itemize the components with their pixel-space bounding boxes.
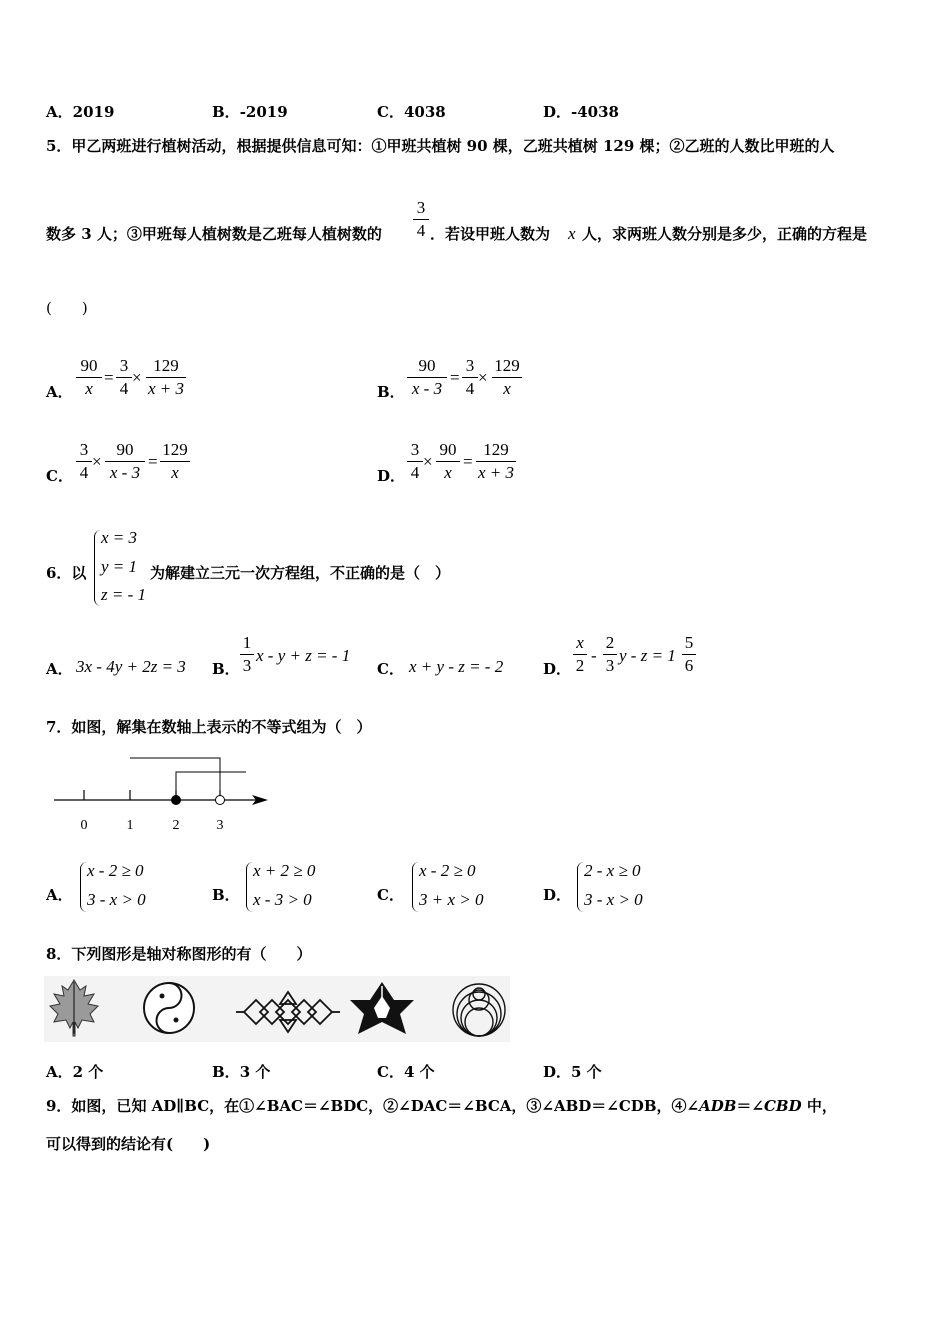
q6-label-d: D． <box>543 660 572 678</box>
q6d-mid: y - z = 1 <box>619 646 676 665</box>
q7b-line2: x - 3 > 0 <box>253 890 312 909</box>
q4-option-d: D．-4038 <box>543 103 619 121</box>
range-line-left <box>130 758 220 796</box>
q5b-times: × <box>478 368 488 387</box>
figures-background <box>44 976 510 1042</box>
q5-line1: 5．甲乙两班进行植树活动，根据提供信息可知：①甲班共植树 90 棵，乙班共植树 129 棵；②乙班的人数比甲班的人 <box>46 137 835 155</box>
tick-label-2: 2 <box>172 818 180 833</box>
q7-label-d: D． <box>543 886 572 904</box>
q6-number: 6．以 <box>46 564 87 582</box>
q6-question-text: 为解建立三元一次方程组，不正确的是（ ） <box>150 564 451 582</box>
q6b-frac: 1 3 <box>240 633 254 676</box>
q7a-line1: x - 2 ≥ 0 <box>87 861 144 880</box>
q5-var-x: x <box>568 224 576 243</box>
q5c-frac1: 3 4 <box>76 440 92 483</box>
q5b-frac1: 90 x - 3 <box>407 356 447 399</box>
q5c-frac3: 129 x <box>160 440 190 483</box>
q4-option-a: A．2019 <box>46 103 115 121</box>
q6d-minus: - <box>591 646 597 665</box>
q8-option-d: D．5 个 <box>543 1063 602 1081</box>
q5d-frac2: 90 x <box>436 440 460 483</box>
q9-line2: 可以得到的结论有( ) <box>46 1135 211 1153</box>
q5c-times: × <box>92 452 102 471</box>
q5a-frac3: 129 x + 3 <box>147 356 185 398</box>
q6d-frac2: 2 3 <box>603 633 617 676</box>
q5-label-a: A． <box>46 383 73 401</box>
q8-option-b: B．3 个 <box>212 1063 271 1081</box>
q5a-frac1: 90 x <box>76 356 102 399</box>
q7d-line2: 3 - x > 0 <box>584 890 643 909</box>
q7d-brace <box>577 862 584 912</box>
q5-label-b: B． <box>377 383 405 401</box>
closed-dot-2 <box>172 796 181 805</box>
q6-brace <box>94 530 101 606</box>
q8-option-a: A．2 个 <box>46 1063 104 1081</box>
q6-sys-z: z = - 1 <box>101 585 146 604</box>
q5b-frac2: 3 4 <box>462 356 478 399</box>
q5d-times: × <box>423 452 433 471</box>
q6d-frac1: x 2 <box>573 633 587 676</box>
q5-line2a: 数多 3 人；③甲班每人植树数是乙班每人植树数的 <box>46 225 382 243</box>
q5d-frac1: 3 4 <box>407 440 423 483</box>
q5b-eq: = <box>450 368 460 387</box>
tick-label-3: 3 <box>216 818 224 833</box>
q7-question: 7．如图，解集在数轴上表示的不等式组为（ ） <box>46 718 372 736</box>
q5a-times: × <box>132 368 142 387</box>
tick-label-1: 1 <box>126 818 134 833</box>
q5d-frac3: 129 x + 3 <box>477 440 515 482</box>
q5-line2b: ．若设甲班人数为 <box>430 225 551 243</box>
q6-option-a: 3x - 4y + 2z = 3 <box>76 657 186 676</box>
q7c-line1: x - 2 ≥ 0 <box>419 861 476 880</box>
q5-label-d: D． <box>377 467 406 485</box>
q5-line2c: 人，求两班人数分别是多少，正确的方程是 <box>582 225 868 243</box>
q7a-brace <box>80 862 87 912</box>
q9-line1: 9．如图，已知 AD∥BC，在①∠BAC＝∠BDC，②∠DAC＝∠BCA，③∠ABD＝∠CDB，④∠ADB＝∠CBD 中， <box>46 1097 837 1115</box>
q6d-frac3: 5 6 <box>682 633 696 676</box>
q4-option-b: B．-2019 <box>212 103 288 121</box>
q7-label-a: A． <box>46 886 73 904</box>
q5b-frac3: 129 x <box>492 356 522 399</box>
q7a-line2: 3 - x > 0 <box>87 890 146 909</box>
q5d-eq: = <box>463 452 473 471</box>
symmetry-figures <box>44 976 510 1042</box>
q8-question: 8．下列图形是轴对称图形的有（ ） <box>46 945 312 963</box>
range-line-right <box>176 772 246 796</box>
q5a-frac2: 3 4 <box>116 356 132 399</box>
q6-label-a: A． <box>46 660 73 678</box>
q7b-line1: x + 2 ≥ 0 <box>253 861 316 880</box>
q6-label-b: B． <box>212 660 240 678</box>
q5-fraction-3-4: 3 4 <box>413 198 429 241</box>
q7-label-c: C． <box>377 886 404 904</box>
q5c-eq: = <box>148 452 158 471</box>
q5c-frac2: 90 x - 3 <box>105 440 145 483</box>
q8-option-c: C．4 个 <box>377 1063 435 1081</box>
q6-option-b-rest: x - y + z = - 1 <box>256 646 351 665</box>
q5-label-c: C． <box>46 467 73 485</box>
q7b-brace <box>246 862 253 912</box>
q7c-line2: 3 + x > 0 <box>419 890 484 909</box>
q7d-line1: 2 - x ≥ 0 <box>584 861 641 880</box>
q4-option-c: C．4038 <box>377 103 446 121</box>
q6-sys-x: x = 3 <box>101 528 138 547</box>
q7-label-b: B． <box>212 886 240 904</box>
q5a-eq: = <box>104 368 114 387</box>
q5-paren: ( ) <box>46 299 88 317</box>
tick-label-0: 0 <box>80 818 88 833</box>
yin-yang-figure <box>144 983 194 1033</box>
q6-label-c: C． <box>377 660 404 678</box>
q6-option-c: x + y - z = - 2 <box>409 657 504 676</box>
number-line-figure <box>50 752 280 837</box>
q7c-brace <box>412 862 419 912</box>
q6-sys-y: y = 1 <box>101 557 138 576</box>
open-dot-3 <box>216 796 225 805</box>
